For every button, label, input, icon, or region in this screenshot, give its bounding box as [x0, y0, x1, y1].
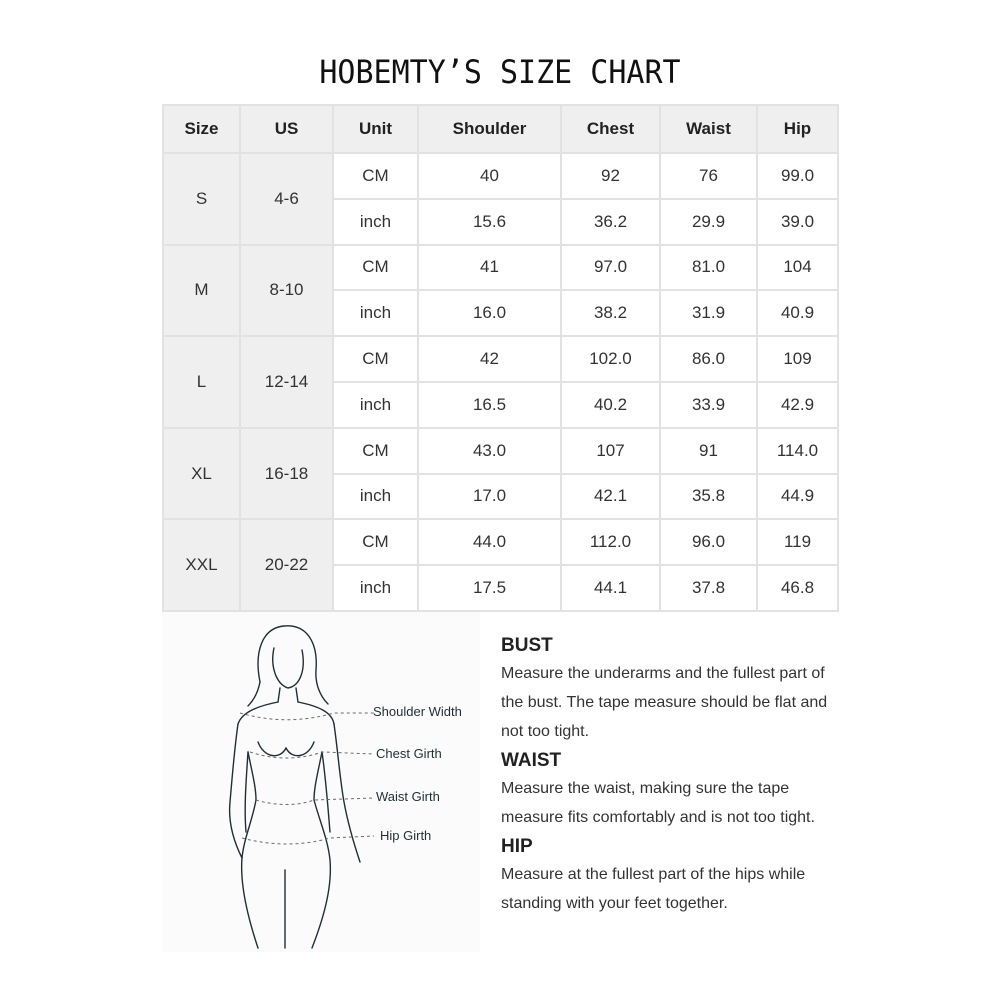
unit-cell: inch	[333, 199, 418, 245]
header-size: Size	[163, 105, 240, 153]
chest-cell: 97.0	[561, 245, 660, 291]
waist-cell: 37.8	[660, 565, 757, 611]
unit-cell: CM	[333, 336, 418, 382]
label-chest-girth: Chest Girth	[376, 746, 442, 761]
header-shoulder: Shoulder	[418, 105, 561, 153]
shoulder-cell: 16.0	[418, 290, 561, 336]
size-chart-table	[162, 104, 839, 612]
header-us: US	[240, 105, 333, 153]
hip-heading: HIP	[501, 836, 533, 857]
shoulder-cell: 44.0	[418, 519, 561, 565]
chest-cell: 40.2	[561, 382, 660, 428]
unit-cell: CM	[333, 245, 418, 291]
table-row	[163, 245, 838, 291]
unit-cell: inch	[333, 474, 418, 520]
bust-description: Measure the underarms and the fullest part of the bust. The tape measure should be flat and not too tight.	[501, 665, 828, 740]
table-row	[163, 153, 838, 199]
chest-cell: 92	[561, 153, 660, 199]
page-title: HOBEMTY’S SIZE CHART	[319, 53, 681, 92]
shoulder-cell: 43.0	[418, 428, 561, 474]
chest-cell: 38.2	[561, 290, 660, 336]
us-size-cell: 16-18	[240, 428, 333, 520]
measurement-guide	[501, 633, 841, 920]
waist-cell: 81.0	[660, 245, 757, 291]
hip-cell: 42.9	[757, 382, 838, 428]
us-size-cell: 20-22	[240, 519, 333, 611]
header-hip: Hip	[757, 105, 838, 153]
us-size-cell: 12-14	[240, 336, 333, 428]
hip-cell: 40.9	[757, 290, 838, 336]
hip-cell: 119	[757, 519, 838, 565]
shoulder-measure-line	[240, 713, 374, 720]
hip-cell: 99.0	[757, 153, 838, 199]
size-cell: XL	[163, 428, 240, 520]
unit-cell: inch	[333, 290, 418, 336]
waist-cell: 33.9	[660, 382, 757, 428]
waist-description: Measure the waist, making sure the tape measure fits comfortably and is not too tight.	[501, 780, 815, 826]
shoulder-cell: 42	[418, 336, 561, 382]
waist-cell: 91	[660, 428, 757, 474]
label-shoulder-width: Shoulder Width	[373, 704, 462, 719]
bust-heading: BUST	[501, 635, 553, 656]
hip-cell: 46.8	[757, 565, 838, 611]
hip-description: Measure at the fullest part of the hips while standing with your feet together.	[501, 866, 806, 912]
us-size-cell: 8-10	[240, 245, 333, 337]
table-row	[163, 519, 838, 565]
size-cell: L	[163, 336, 240, 428]
unit-cell: CM	[333, 519, 418, 565]
unit-cell: CM	[333, 428, 418, 474]
hip-cell: 44.9	[757, 474, 838, 520]
size-cell: M	[163, 245, 240, 337]
unit-cell: inch	[333, 565, 418, 611]
waist-cell: 86.0	[660, 336, 757, 382]
us-size-cell: 4-6	[240, 153, 333, 245]
unit-cell: inch	[333, 382, 418, 428]
chest-cell: 102.0	[561, 336, 660, 382]
chest-cell: 36.2	[561, 199, 660, 245]
size-cell: XXL	[163, 519, 240, 611]
label-waist-girth: Waist Girth	[376, 789, 440, 804]
header-chest: Chest	[561, 105, 660, 153]
shoulder-cell: 40	[418, 153, 561, 199]
table-row	[163, 336, 838, 382]
shoulder-cell: 17.0	[418, 474, 561, 520]
size-cell: S	[163, 153, 240, 245]
chest-cell: 42.1	[561, 474, 660, 520]
body-measurement-figure	[162, 612, 480, 952]
table-header-row	[163, 105, 838, 153]
hip-cell: 114.0	[757, 428, 838, 474]
female-silhouette-illustration	[162, 612, 480, 952]
chest-cell: 44.1	[561, 565, 660, 611]
waist-cell: 31.9	[660, 290, 757, 336]
shoulder-cell: 41	[418, 245, 561, 291]
hip-cell: 104	[757, 245, 838, 291]
chest-cell: 112.0	[561, 519, 660, 565]
chest-cell: 107	[561, 428, 660, 474]
waist-cell: 29.9	[660, 199, 757, 245]
waist-cell: 96.0	[660, 519, 757, 565]
waist-heading: WAIST	[501, 750, 562, 771]
shoulder-cell: 17.5	[418, 565, 561, 611]
label-hip-girth: Hip Girth	[380, 828, 432, 843]
shoulder-cell: 15.6	[418, 199, 561, 245]
shoulder-cell: 16.5	[418, 382, 561, 428]
header-waist: Waist	[660, 105, 757, 153]
hip-cell: 39.0	[757, 199, 838, 245]
hip-cell: 109	[757, 336, 838, 382]
header-unit: Unit	[333, 105, 418, 153]
waist-cell: 35.8	[660, 474, 757, 520]
table-row	[163, 428, 838, 474]
waist-cell: 76	[660, 153, 757, 199]
unit-cell: CM	[333, 153, 418, 199]
